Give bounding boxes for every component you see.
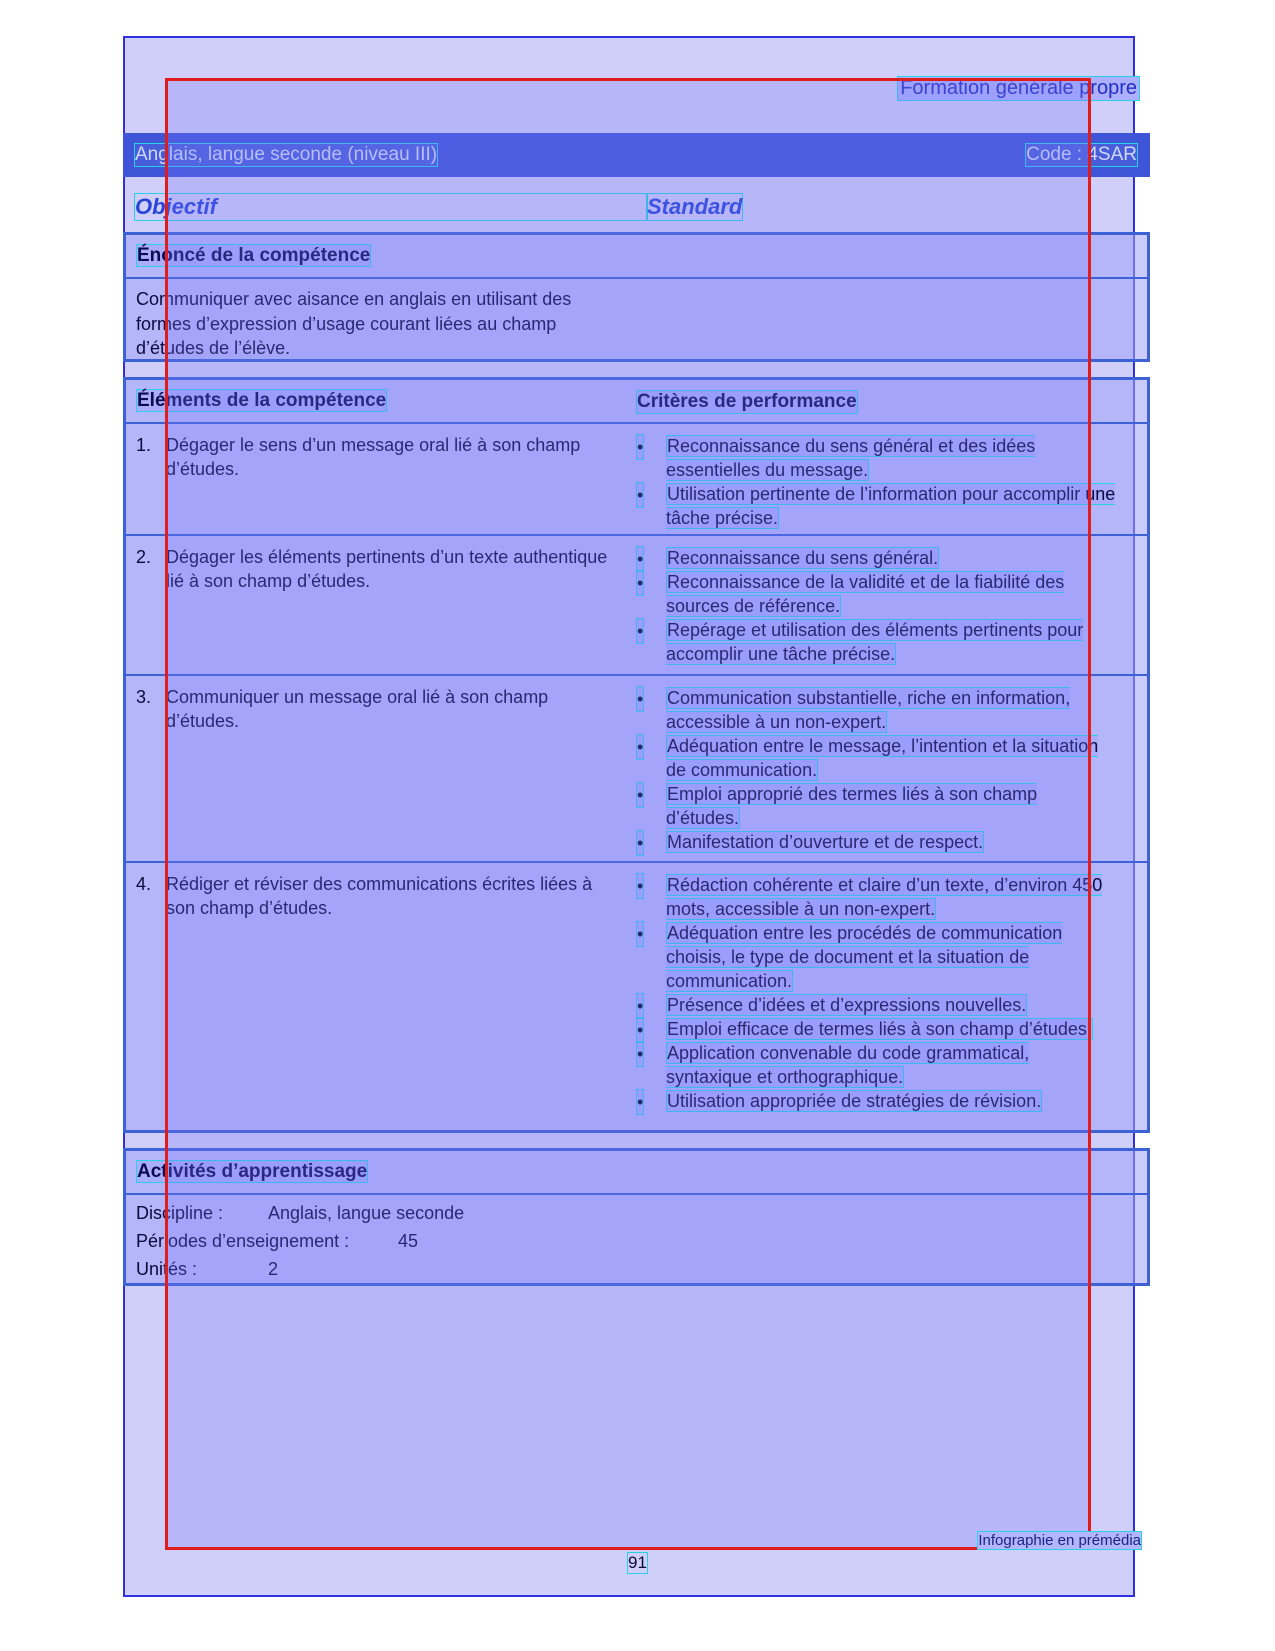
discipline-value: Anglais, langue seconde <box>268 1203 465 1223</box>
criterion-text: Reconnaissance du sens général. <box>667 548 939 568</box>
course-name: Anglais, langue seconde (niveau III) <box>135 144 438 165</box>
criterion-text: Adéquation entre le message, l’intention et la situation de communication. <box>666 736 1099 780</box>
criterion-text: Manifestation d’ouverture et de respect. <box>667 832 984 852</box>
element-text: Dégager les éléments pertinents d’un texte authentique lié à son champ d’études. <box>166 547 608 591</box>
criterion-text: Repérage et utilisation des éléments pertinents pour accomplir une tâche précise. <box>666 620 1084 664</box>
unites-label: Unités : <box>136 1259 198 1279</box>
element-text: Dégager le sens d’un message oral lié à son champ d’études. <box>166 435 581 479</box>
bullet-icon: • <box>636 734 644 760</box>
periodes-value: 45 <box>398 1231 419 1251</box>
bullet-icon: • <box>636 921 644 947</box>
bullet-icon: • <box>636 434 644 460</box>
element-number: 4. <box>136 874 152 894</box>
bullet-icon: • <box>636 993 644 1019</box>
element-text: Communiquer un message oral lié à son champ d’études. <box>166 687 549 731</box>
activites-title: Activités d’apprentissage <box>137 1161 368 1182</box>
unites-value: 2 <box>268 1259 279 1279</box>
criterion-text: Utilisation appropriée de stratégies de révision. <box>667 1091 1042 1111</box>
bullet-icon: • <box>636 782 644 808</box>
footer-program: Infographie en prémédia <box>978 1532 1141 1549</box>
content-area-outline <box>165 78 1091 1550</box>
criterion-text: Rédaction cohérente et claire d’un texte, d’environ 450 mots, accessible à un non-expert. <box>666 875 1103 919</box>
enonce-text: Communiquer avec aisance en anglais en utilisant des formes d’expression d’usage courant liées au champ d’études de l’élève. <box>136 289 572 358</box>
criterion-text: Utilisation pertinente de l’information pour accomplir une tâche précise. <box>666 484 1116 528</box>
bullet-icon: • <box>636 686 644 712</box>
element-number: 2. <box>136 547 152 567</box>
element-number: 3. <box>136 687 152 707</box>
criterion-text: Emploi efficace de termes liés à son champ d’études. <box>667 1019 1092 1039</box>
bullet-icon: • <box>636 1089 644 1115</box>
criterion-text: Application convenable du code grammatical, syntaxique et orthographique. <box>666 1043 1030 1087</box>
bullet-icon: • <box>636 1017 644 1043</box>
bullet-icon: • <box>636 830 644 856</box>
enonce-title: Énoncé de la compétence <box>137 245 371 266</box>
criterion-text: Adéquation entre les procédés de communication choisis, le type de document et la situation de communication. <box>666 923 1063 991</box>
criterion-text: Emploi approprié des termes liés à son champ d’études. <box>666 784 1038 828</box>
course-code: Code : 4SAR <box>1026 144 1137 165</box>
bullet-icon: • <box>636 1041 644 1067</box>
objective-heading: Objectif <box>134 193 648 221</box>
standard-heading: Standard <box>647 194 743 219</box>
bullet-icon: • <box>636 873 644 899</box>
program-header: Formation générale propre <box>897 76 1140 101</box>
bullet-icon: • <box>636 618 644 644</box>
bullet-icon: • <box>636 482 644 508</box>
discipline-label: Discipline : <box>136 1203 224 1223</box>
bullet-icon: • <box>636 570 644 596</box>
element-text: Rédiger et réviser des communications écrites liées à son champ d’études. <box>166 874 593 918</box>
criterion-text: Reconnaissance du sens général et des idées essentielles du message. <box>666 436 1036 480</box>
criterion-text: Présence d’idées et d’expressions nouvelles. <box>667 995 1027 1015</box>
bullet-icon: • <box>636 546 644 572</box>
elements-title: Éléments de la compétence <box>137 390 387 411</box>
criteria-title: Critères de performance <box>637 391 857 412</box>
periodes-label: Périodes d’enseignement : <box>136 1231 350 1251</box>
criterion-text: Reconnaissance de la validité et de la fiabilité des sources de référence. <box>666 572 1065 616</box>
page-number: 91 <box>628 1553 647 1572</box>
element-number: 1. <box>136 435 152 455</box>
criterion-text: Communication substantielle, riche en information, accessible à un non-expert. <box>666 688 1071 732</box>
